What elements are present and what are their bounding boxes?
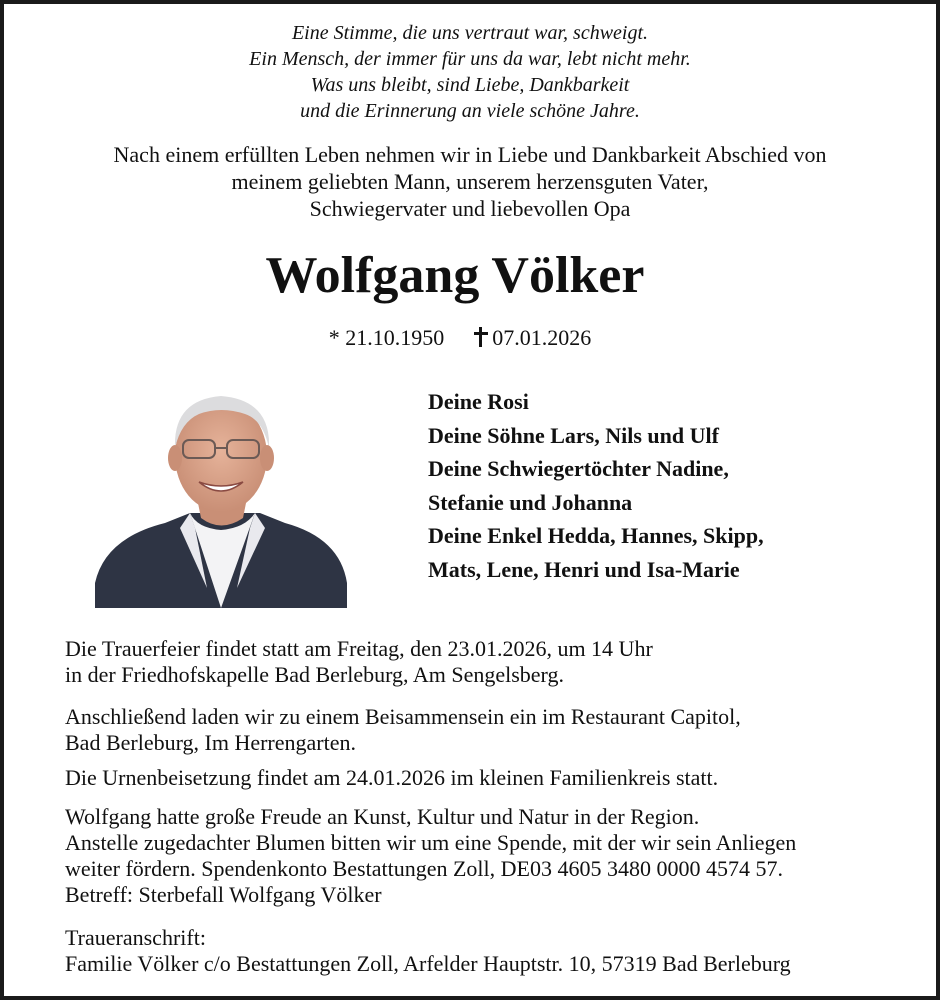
mourning-address bbox=[65, 925, 885, 977]
memorial-poem bbox=[0, 20, 940, 124]
portrait-illustration bbox=[95, 378, 347, 608]
burial-paragraph bbox=[65, 765, 885, 791]
text-line: Die Trauerfeier findet statt am Freitag, den 23.01.2026, um 14 Uhr bbox=[65, 636, 653, 661]
ceremony-paragraph bbox=[65, 636, 885, 688]
intro-line: Schwiegervater und liebevollen Opa bbox=[309, 196, 631, 221]
mourners-list bbox=[428, 385, 764, 587]
birth-date: * 21.10.1950 bbox=[328, 325, 445, 350]
poem-line: und die Erinnerung an viele schöne Jahre. bbox=[300, 100, 640, 122]
life-dates bbox=[0, 324, 920, 352]
poem-line: Eine Stimme, die uns vertraut war, schweigt. bbox=[291, 22, 649, 44]
deceased-name: Wolfgang Völker bbox=[265, 247, 645, 304]
address-line: Familie Völker c/o Bestattungen Zoll, Arfelder Hauptstr. 10, 57319 Bad Berleburg bbox=[65, 951, 791, 976]
text-line: Betreff: Sterbefall Wolfgang Völker bbox=[65, 882, 382, 907]
mourner-line: Deine Rosi bbox=[428, 389, 529, 414]
text-line: Bad Berleburg, Im Herrengarten. bbox=[65, 730, 356, 755]
mourner-line: Deine Söhne Lars, Nils und Ulf bbox=[428, 422, 719, 448]
donation-paragraph bbox=[65, 804, 885, 908]
portrait-photo bbox=[95, 378, 347, 608]
poem-line: Ein Mensch, der immer für uns da war, lebt nicht mehr. bbox=[249, 48, 691, 70]
text-line: Anschließend laden wir zu einem Beisammensein ein im Restaurant Capitol, bbox=[65, 704, 741, 729]
text-line: in der Friedhofskapelle Bad Berleburg, Am Sengelsberg. bbox=[65, 662, 564, 687]
intro-line: Nach einem erfüllten Leben nehmen wir in Liebe und Dankbarkeit Abschied von bbox=[113, 142, 827, 167]
farewell-intro bbox=[0, 141, 940, 222]
gathering-paragraph bbox=[65, 704, 885, 756]
intro-line: meinem geliebten Mann, unserem herzensguten Vater, bbox=[231, 169, 709, 194]
mourner-line: Deine Enkel Hedda, Hannes, Skipp, bbox=[428, 523, 764, 549]
mourner-line: Deine Schwiegertöchter Nadine, bbox=[428, 456, 729, 482]
cross-icon bbox=[474, 327, 488, 347]
address-label: Traueranschrift: bbox=[65, 925, 206, 950]
text-line: weiter fördern. Spendenkonto Bestattungen Zoll, DE03 4605 3480 0000 4574 57. bbox=[65, 856, 783, 881]
death-date: 07.01.2026 bbox=[492, 325, 592, 350]
mourner-line: Stefanie und Johanna bbox=[428, 489, 633, 515]
text-line: Die Urnenbeisetzung findet am 24.01.2026 im kleinen Familienkreis statt. bbox=[65, 765, 719, 790]
mourner-line: Mats, Lene, Henri und Isa-Marie bbox=[428, 556, 740, 582]
poem-line: Was uns bleibt, sind Liebe, Dankbarkeit bbox=[310, 74, 630, 96]
text-line: Wolfgang hatte große Freude an Kunst, Kultur und Natur in der Region. bbox=[65, 804, 700, 829]
text-line: Anstelle zugedachter Blumen bitten wir um eine Spende, mit der wir sein Anliegen bbox=[65, 830, 797, 855]
